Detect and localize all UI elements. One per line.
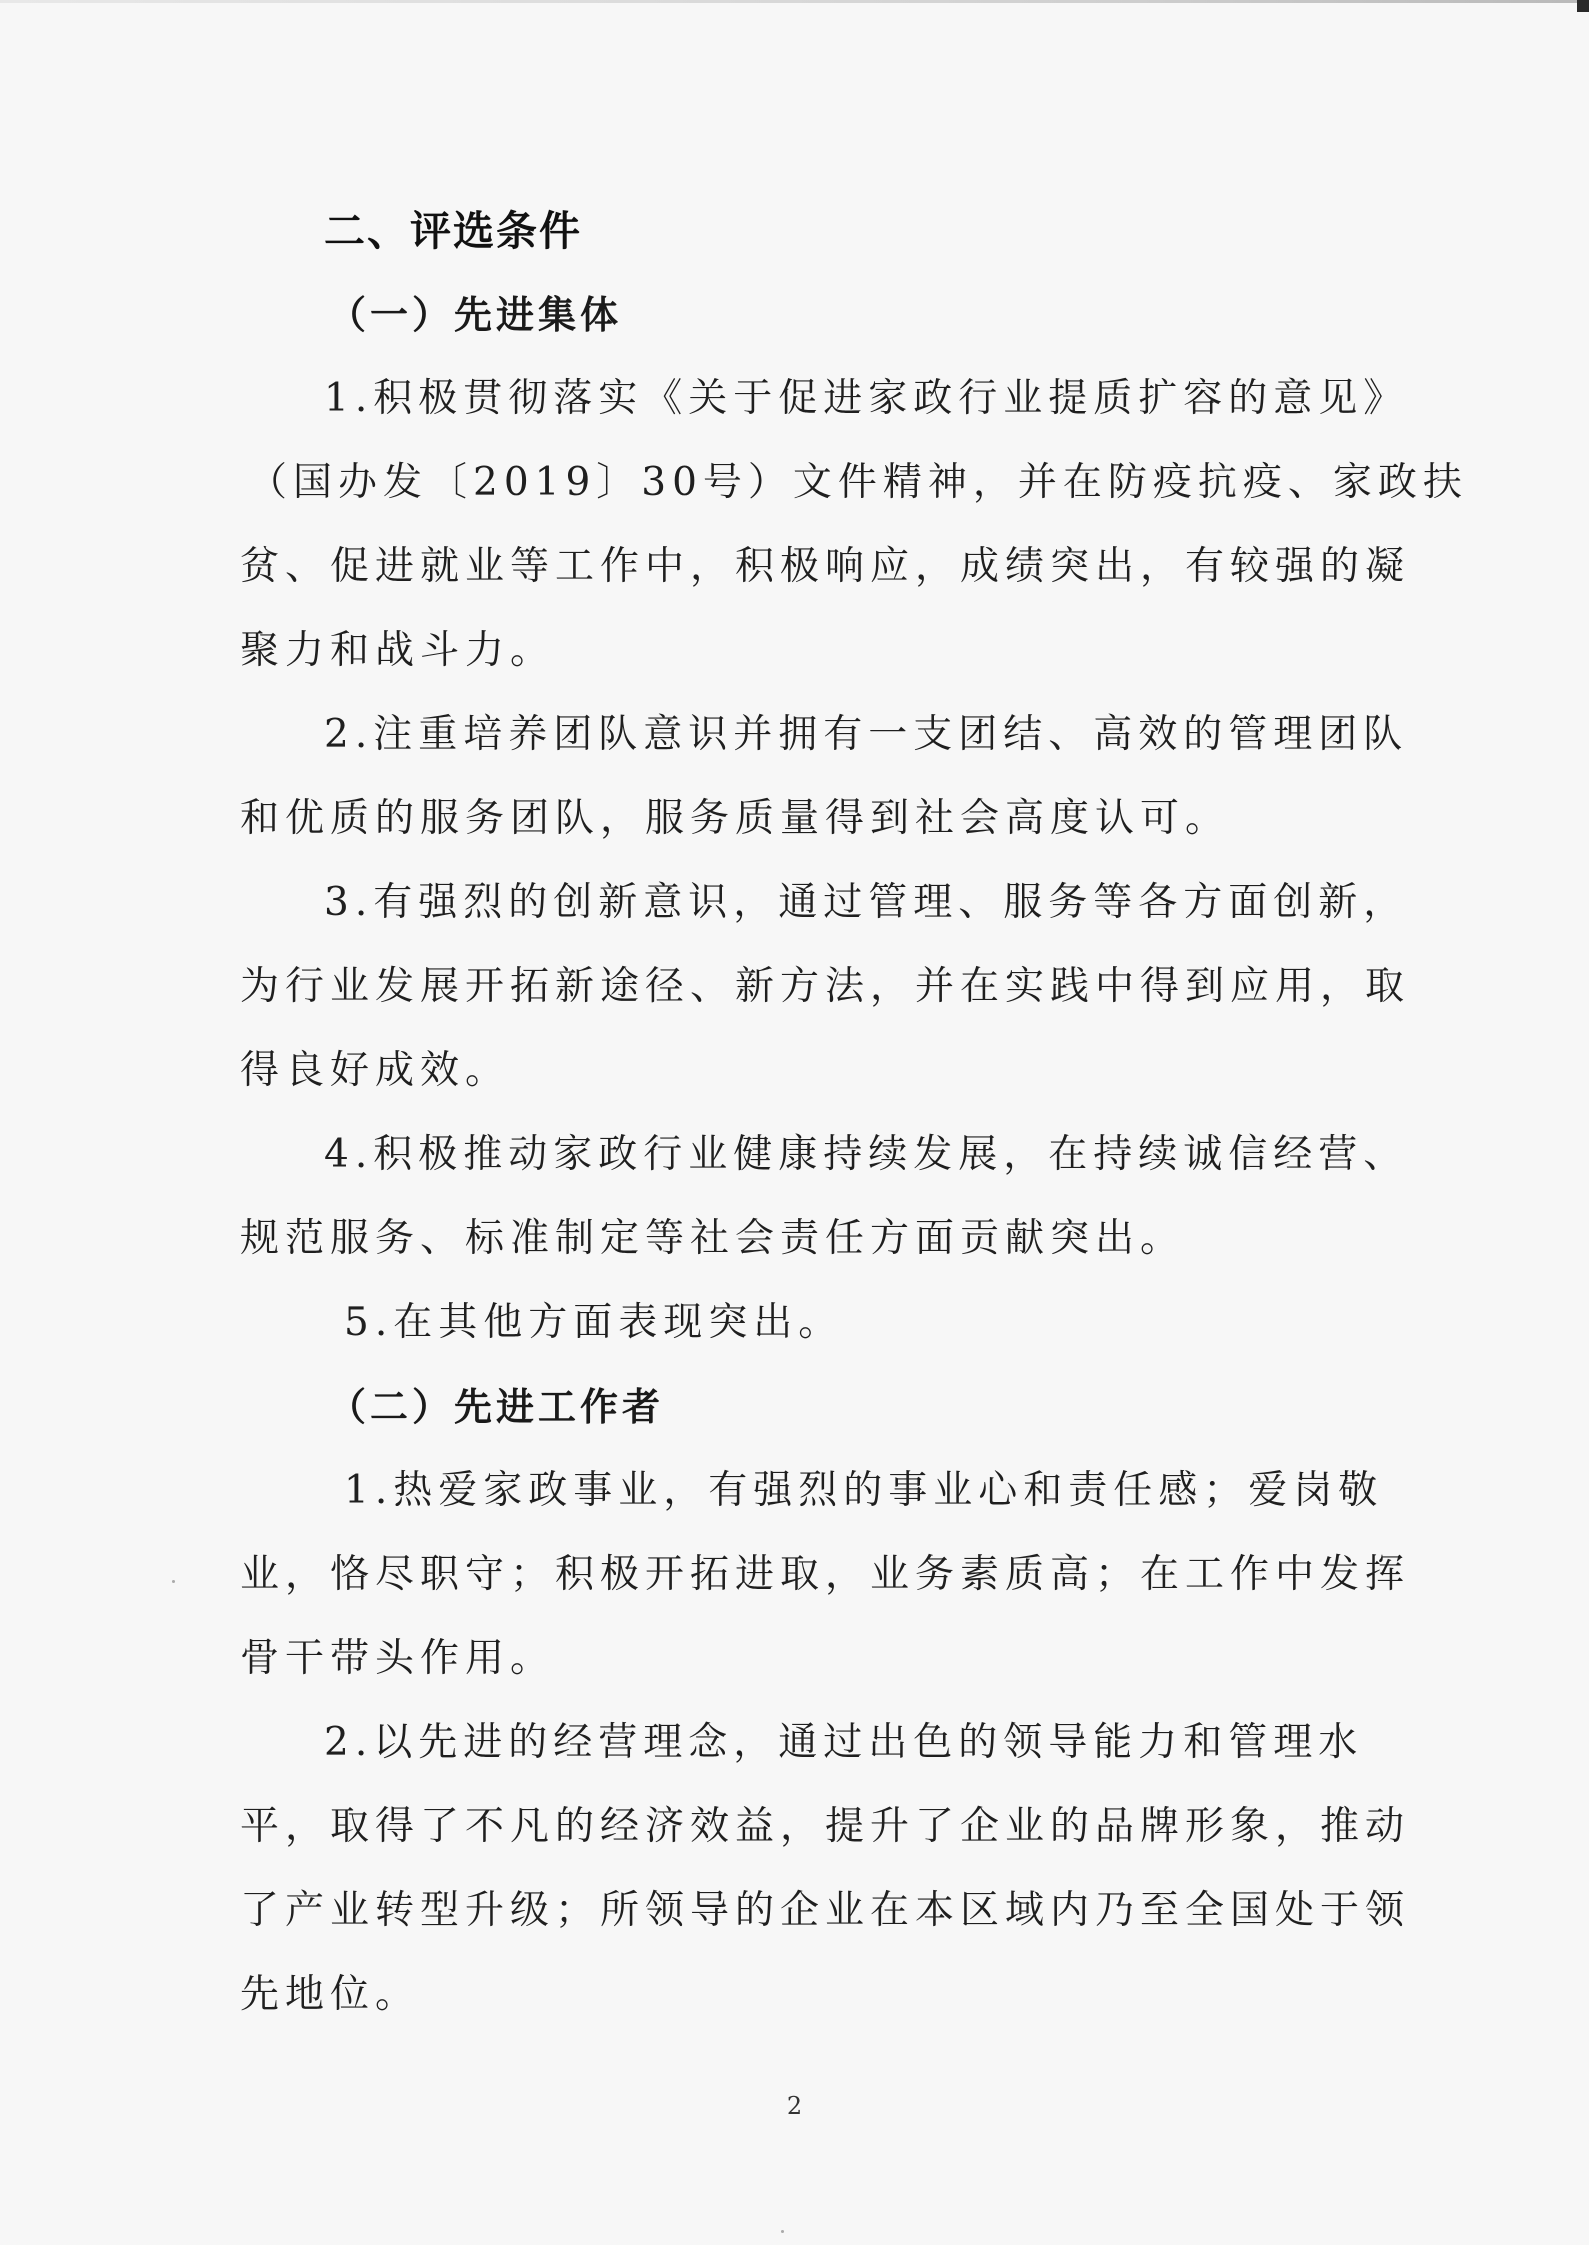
subsection-title-collective: （一）先进集体: [328, 293, 623, 337]
scan-speck: [172, 1580, 175, 1583]
paragraph-line: 3.有强烈的创新意识，通过管理、服务等各方面创新，: [324, 880, 1409, 925]
paragraph-line: 业，恪尽职守；积极开拓进取，业务素质高；在工作中发挥: [240, 1552, 1411, 1597]
paragraph-line: 得良好成效。: [240, 1048, 511, 1093]
paragraph-line: 贫、促进就业等工作中，积极响应，成绩突出，有较强的凝: [240, 544, 1411, 589]
paragraph-line: 和优质的服务团队，服务质量得到社会高度认可。: [240, 796, 1231, 841]
paragraph-line: 2.注重培养团队意识并拥有一支团结、高效的管理团队: [324, 712, 1409, 757]
paragraph-line: 平，取得了不凡的经济效益，提升了企业的品牌形象，推动: [240, 1804, 1411, 1849]
paragraph-line: 先地位。: [240, 1972, 421, 2017]
section-heading: 二、评选条件: [324, 207, 582, 255]
paragraph-line: 2.以先进的经营理念，通过出色的领导能力和管理水: [324, 1720, 1364, 1765]
paragraph-line: 骨干带头作用。: [240, 1636, 556, 1681]
paragraph-line: 规范服务、标准制定等社会责任方面贡献突出。: [240, 1216, 1186, 1261]
subsection-title-workers: （二）先进工作者: [328, 1385, 665, 1429]
paragraph-line: （国办发〔2019〕30号）文件精神，并在防疫抗疫、家政扶: [248, 460, 1468, 505]
paragraph-line: 1.积极贯彻落实《关于促进家政行业提质扩容的意见》: [324, 376, 1409, 421]
paragraph-line: 聚力和战斗力。: [240, 628, 556, 673]
page-number: 2: [786, 2092, 803, 2120]
paragraph-line: 5.在其他方面表现突出。: [344, 1300, 844, 1345]
scan-speck: [781, 2230, 784, 2233]
paragraph-line: 了产业转型升级；所领导的企业在本区域内乃至全国处于领: [240, 1888, 1411, 1933]
paragraph-line: 为行业发展开拓新途径、新方法，并在实践中得到应用，取: [240, 964, 1411, 1009]
paragraph-line: 4.积极推动家政行业健康持续发展，在持续诚信经营、: [324, 1132, 1409, 1177]
paragraph-line: 1.热爱家政事业，有强烈的事业心和责任感；爱岗敬: [344, 1468, 1384, 1513]
